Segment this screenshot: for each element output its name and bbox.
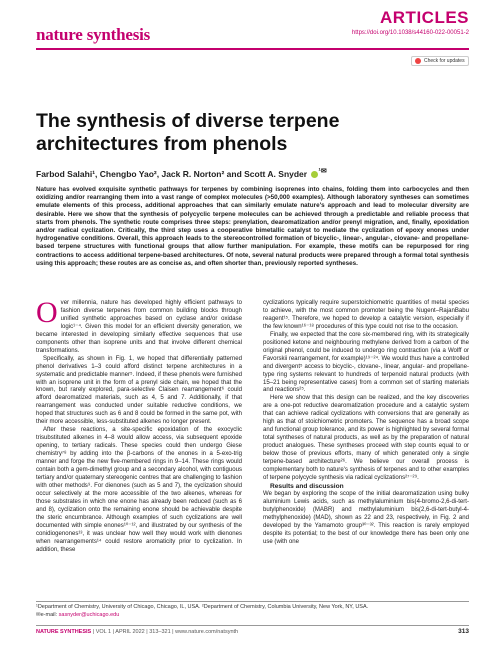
section-heading: Results and discussion — [270, 482, 344, 490]
author-names: Farbod Salahi¹, Chengbo Yao², Jack R. Norton² and Scott A. Snyder — [36, 168, 308, 179]
affiliations: ¹Department of Chemistry, University of Chicago, Chicago, IL, USA. ²Department of Chemistry, Columbia University, New York, NY, USA. — [36, 604, 369, 610]
header-rule — [36, 48, 469, 50]
paragraph: Over millennia, nature has developed highly efficient pathways to fashion diverse terpenes from common building blocks through unified synthetic approaches based on cyclase and/or oxidase logic¹⁻⁴. Given this model for an efficient diversity generation, we became interested in developing similarly effective sequences that use components other than isoprene units and that involve different chemical transformations. — [36, 296, 242, 354]
email-label: ✉e-mail: — [36, 612, 59, 618]
footer-rule — [36, 625, 469, 626]
section-label: ARTICLES — [380, 8, 469, 27]
paragraph: Here we show that this design can be realized, and the key discoveries are a one-pot reductive dearomatization procedure and a catalytic system that can achieve radical cyclizations with conversions that are generally as high as that of stoichiometric promoters. The sequence has a broad scope and functional group tolerance, and its power is highlighted by several formal total syntheses of natural products, as well as by the preparation of natural product analogues. These syntheses proceed with step counts equal to or below those of previous efforts, many of which generated only a single terpene-based architecture²⁶. We believe our overall process is complementary both to nature's synthesis of terpenes and to other examples of terpene polycycle synthesis via radical cyclizations²⁷⁻²⁹. — [263, 395, 469, 481]
paragraph: Finally, we expected that the core six-membered ring, with its strategically positioned ketone and neighbouring methylene derived from a carbon of the original phenol, could be induced to undergo ring contraction (via a Wolff or Favorskii rearrangement, for example)¹⁹⁻²⁴. We would thus have a controlled and divergent⁵ access to bicyclic-, clovane-, linear, angular- and propellane-type ring systems relevant to hundreds of terpenoid natural products (with 15–21 being representative cases) from a common set of starting materials and reactions²⁵. — [263, 331, 469, 394]
paragraph: After these reactions, a site-specific epoxidation of the exocyclic trisubstituted alkenes in 4–8 would allow access, via subsequent epoxide opening, to tertiary radicals. These species could then undergo Giese chemistry⁷⁸ by adding into the β-carbons of the enones in a 5-exo-trig manner and forge the new five-membered rings in 9–14. These rings would contain both a gem-dimethyl group and a secondary alcohol, with contiguous tertiary and/or quaternary stereogenic centres that are challenging to fashion with other methods⁹. For dienones (such as 5 and 7), the cyclization should occur selectively at the more accessible of the two alkenes, whereas for those substrates in which one enone has already been reduced (such as 6 and 8), cyclization onto the remaining enone should be achievable despite the steric encumbrance. Although examples of such cyclizations are well documented with simple enones¹⁰⁻¹², and illustrated by our synthesis of the conidiogenones¹³, it was unclear how well they would work with dienones when rearrangements¹⁴ could restore aromaticity prior to cyclization. In addition, these — [36, 427, 242, 553]
journal-name: nature synthesis — [36, 25, 151, 44]
footnote-rule — [36, 601, 469, 602]
doi-link[interactable]: https://doi.org/10.1038/s44160-022-00051-2 — [351, 30, 469, 36]
footer-issue: | VOL 1 | APRIL 2022 | 313–321 | www.nature.com/natsynth — [91, 629, 239, 635]
check-updates-icon — [415, 58, 421, 64]
check-updates-label: Check for updates — [424, 58, 465, 64]
author-marks: ¹✉ — [318, 167, 327, 175]
body-column-right — [263, 300, 469, 547]
paragraph: cyclizations typically require superstoichiometric quantities of metal species to achieve, with the most common promoter being the Nugent–RajanBabu reagent¹⁵. Therefore, we hoped to develop a catalytic version, especially if the few known¹⁶⁻¹⁸ procedures of this type could not rise to the occasion. — [263, 300, 469, 330]
article-title: The synthesis of diverse terpene architectures from phenols — [36, 110, 340, 155]
page-header — [0, 0, 496, 48]
abstract: Nature has evolved exquisite synthetic pathways for terpenes by combining isoprenes into chains, folding them into carbocycles and then oxidizing and/or rearranging them into a vast range of complex molecules (>50,000 examples). Although laboratory syntheses can sometimes emulate elements of this process, additional approaches that can similarly emulate nature's approach and lead to molecular diversity are desirable. Here we show that the synthesis of polycyclic terpene molecules can be achieved through a predictable and reliable process that starts from phenols. The synthetic route comprises three steps: prenylation, dearomatization and/or prenyl migration, and, finally, epoxidation and/or radical cyclization. Critically, the third step uses a cooperative bimetallic catalyst to mediate the cyclization of epoxy enones under hydrogenative conditions. Overall, this approach leads to the stereocontrolled formation of bicyclic-, linear-, angular-, clovane- and propellane-based terpene structures with functional groups that allow further manipulation. For example, these motifs can be repurposed for ring contractions to access additional terpene-based architectures. Of note, several natural products were prepared through a formal total synthesis using this approach; these routes are as concise as, and often shorter than, previously reported syntheses. — [36, 186, 469, 267]
footer-journal: NATURE SYNTHESIS — [36, 629, 92, 635]
page-number: 313 — [458, 628, 469, 635]
author-list — [36, 166, 327, 179]
paragraph: We began by exploring the scope of the initial dearomatization using bulky aluminium Lewis acids, such as methylaluminium bis(4-bromo-2,6-di-tert-butylphenoxide) (MABR) and methylaluminium bis(2,6-di-tert-butyl-4-methylphenoxide) (MAD), shown as 22 and 23, respectively, in Fig. 2 and developed by the Yamamoto group³⁰⁻³². This reaction is rarely employed despite its potential; to the best of our knowledge there has been only one use (with one — [263, 490, 469, 545]
paragraph: Specifically, as shown in Fig. 1, we hoped that differentially patterned phenol derivatives 1–3 could afford distinct terpene architectures in a systematic and predictable manner⁵. Indeed, if these phenols were furnished with an isoprene unit in the form of a prenyl side chain, we hoped that the known, but rarely explored, para-selective Claisen rearrangement⁶ could afford dearomatized materials, such as 4, 5 and 7. Additionally, if that rearrangement was conducted under suitable reductive conditions, we hoped that structures such as 6 and 8 could be formed in the same pot, with their more accessible, less-substituted alkenes no longer present. — [36, 355, 242, 426]
page-footer — [36, 629, 238, 635]
corresponding-email — [36, 612, 119, 618]
check-updates-button[interactable] — [411, 56, 469, 66]
drop-cap: O — [36, 296, 58, 329]
email-link[interactable]: sasnyder@uchicago.edu — [58, 612, 120, 618]
body-column-left — [36, 296, 242, 555]
